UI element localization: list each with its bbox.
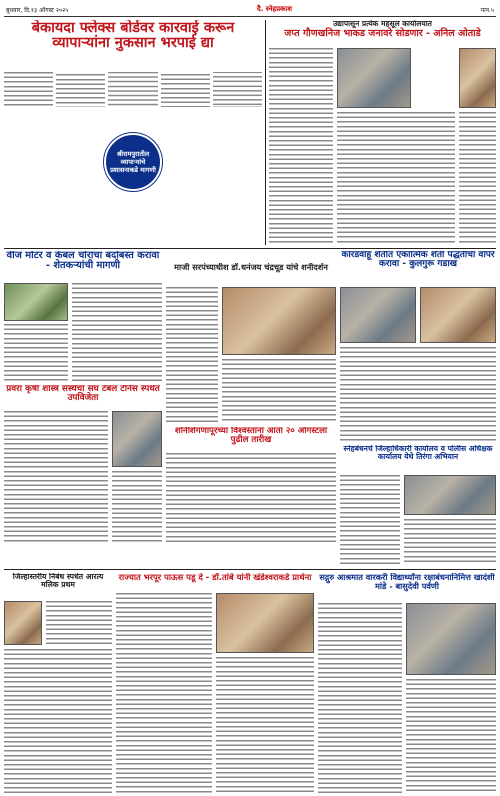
article-headline: बेकायदा फ्लेक्स बोर्डवर कारवाई करून व्यापाऱ्यांना नुकसान भरपाई द्या	[31, 20, 235, 52]
article-badge: श्रीरामपुरातील व्यापाऱ्यांचे प्रशासनाकडे मागणी	[104, 133, 162, 191]
article-body	[459, 112, 496, 245]
article-photo	[216, 593, 314, 653]
article-photo	[4, 283, 68, 321]
article-rain-prayer	[116, 573, 314, 793]
article-headline: स्नेहबंधनचे जिल्हाधिकारी कार्यालय व पोलीस अधिक्षक कार्यालय येथे तिरंगा अभियान	[343, 445, 493, 461]
article-headline: शनिशिंगणापूरच्या विश्वस्तांना आता २० ऑगस्टला पुढील तारीख	[174, 427, 328, 446]
article-photo	[112, 411, 162, 467]
row-divider	[4, 248, 496, 249]
article-chandrachud	[166, 263, 336, 423]
article-minerals	[269, 20, 496, 245]
article-motor-theft	[4, 251, 162, 381]
article-photo	[420, 287, 496, 343]
article-photo	[337, 48, 411, 108]
article-headline: जप्त गौणखनिज भाकड जनावरे सोडणार - अनिल ओताडे	[284, 27, 481, 39]
article-table-tennis	[4, 385, 162, 543]
article-photo	[404, 475, 496, 515]
article-body	[340, 347, 496, 443]
article-body	[222, 359, 336, 423]
article-essay-competition	[4, 573, 112, 793]
article-body	[340, 475, 400, 565]
article-body	[337, 112, 455, 245]
article-body	[46, 601, 112, 645]
article-body	[4, 324, 68, 381]
article-body	[166, 453, 336, 545]
article-body	[269, 48, 333, 245]
article-shani-trustees	[166, 427, 336, 545]
article-body	[216, 657, 314, 793]
newspaper-page	[4, 3, 496, 793]
article-body	[72, 283, 162, 381]
article-photo	[340, 287, 416, 343]
article-headline: राज्यात भरपूर पाऊस पडू दे - डॉ.तांबे यांनी खंडेश्वराकडे प्रार्थना	[118, 573, 312, 582]
article-photo	[222, 287, 336, 355]
article-body	[4, 411, 108, 543]
column-divider	[265, 20, 266, 245]
article-dryland-farming	[340, 251, 496, 443]
article-body	[404, 519, 496, 565]
article-headline: सद्गुरु आश्रमात वारकरी विद्यार्थ्यांना रक्षाबंधनानिमित्त खादंशी मांडे - बासुदेवी पर्वणी	[319, 573, 495, 591]
article-headline: वीज मोटर व केबल चोरांचा बंदोबस्त करावा - शेतकऱ्यांची मागणी	[6, 251, 160, 272]
article-body	[166, 287, 218, 423]
article-photo	[459, 48, 496, 108]
article-photo	[406, 603, 496, 675]
article-tiranga-campaign	[340, 445, 496, 565]
article-photo	[4, 601, 42, 645]
issue-date: बुधवार, दि.१३ ऑगस्ट २०२५	[6, 6, 69, 14]
article-body	[406, 679, 496, 793]
article-headline: कोरडवाहू शेतीत एकात्मिक शेती पद्धतीचा वापर करावा - कुलगुरू गडाख	[341, 251, 495, 270]
article-headline: जिल्हास्तरीय निबंध स्पर्धेत आरत्य मलिक प्रथम	[12, 573, 104, 589]
article-body	[116, 593, 212, 793]
article-body	[4, 649, 112, 793]
article-kicker: उद्यापासून प्रत्येक महसूल कार्यालयात	[333, 20, 432, 28]
page-number: पान.५	[480, 6, 494, 14]
article-headline: माजी सरपंच्याधीश डॉ.धनंजय चंद्रचूड यांचे शनीदर्शन	[174, 263, 328, 272]
article-headline: प्रवरा कृषी शास्त्र संस्थेचा संघ टेबल टेनिस स्पर्धेत उपविजेता	[6, 385, 160, 404]
article-body	[112, 471, 162, 543]
masthead	[4, 3, 496, 17]
article-flex-board	[4, 20, 262, 245]
row-divider	[4, 569, 496, 570]
article-ashram-students	[318, 573, 496, 793]
newspaper-title: दै. स्नेहप्रकाश	[256, 5, 293, 13]
article-body	[318, 603, 402, 793]
